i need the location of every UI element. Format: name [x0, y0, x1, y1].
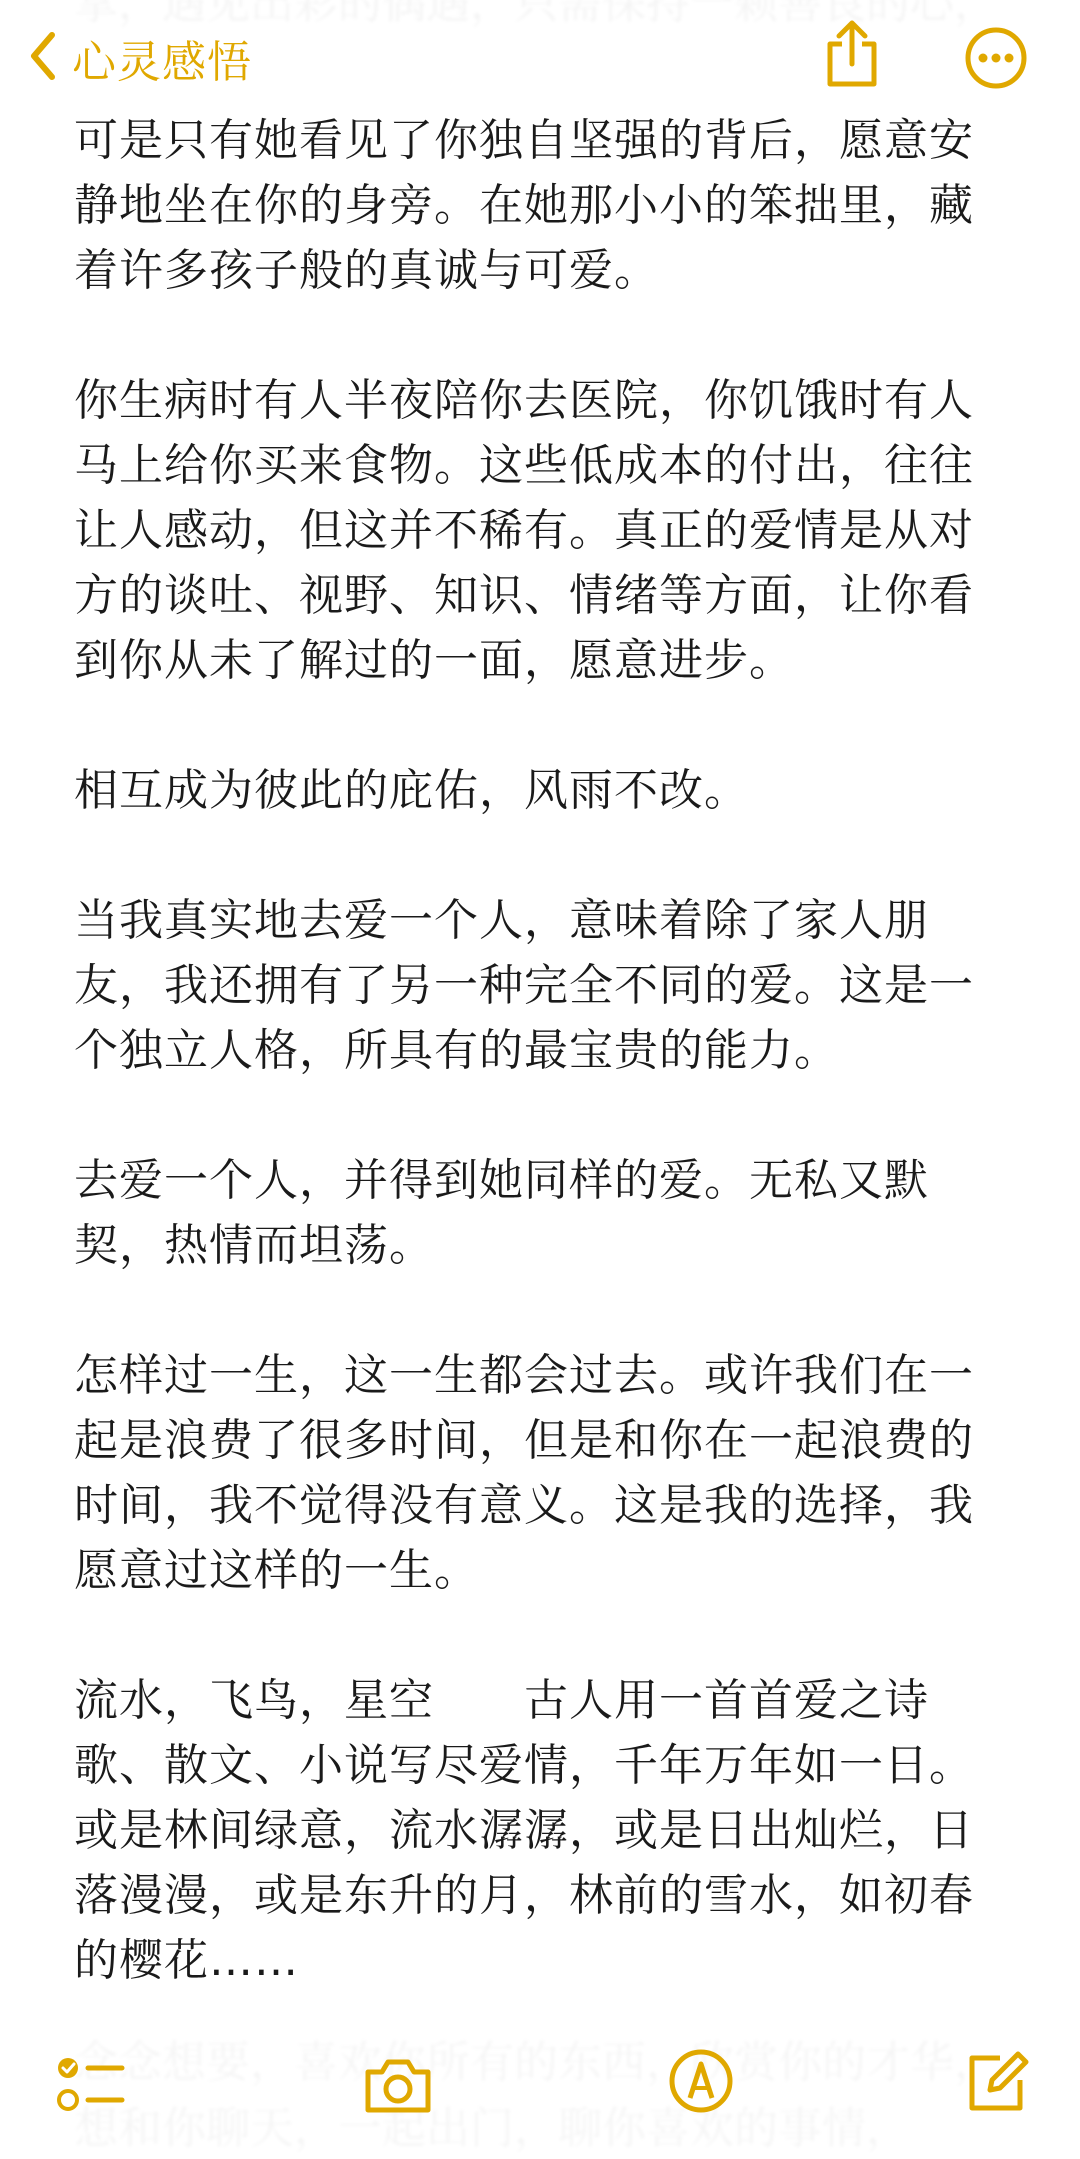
note-paragraph: 你生病时有人半夜陪你去医院，你饥饿时有人马上给你买来食物。这些低成本的付出，往往让人感动，但这并不稀有。真正的爱情是从对方的谈吐、视野、知识、情绪等方面，让你看到你从未了解过的一面，愿意进步。 — [74, 375, 974, 686]
compose-icon — [964, 2101, 1030, 2120]
more-icon — [964, 75, 1028, 94]
bottom-toolbar — [0, 2010, 1080, 2159]
note-paragraph: 流水，飞鸟，星空 古人用一首首爱之诗歌、散文、小说写尽爱情，千年万年如一日。或是林间绿意，流水潺潺，或是日出灿烂，日落漫漫，或是东升的月，林前的雪水，如初春的樱花…… — [74, 1675, 974, 1986]
back-label: 心灵感悟 — [72, 37, 252, 88]
checklist-icon — [56, 2101, 126, 2120]
share-button[interactable] — [822, 18, 882, 94]
camera-button[interactable] — [362, 2054, 434, 2120]
chevron-left-icon — [28, 31, 58, 85]
markup-icon — [668, 2099, 734, 2118]
note-body[interactable] — [74, 108, 1014, 2058]
navigation-bar — [0, 0, 1080, 118]
back-button[interactable] — [28, 26, 252, 90]
compose-button[interactable] — [964, 2050, 1030, 2120]
note-paragraph: 怎样过一生，这一生都会过去。或许我们在一起是浪费了很多时间，但是和你在一起浪费的时间，我不觉得没有意义。这是我的选择，我愿意过这样的一生。 — [74, 1350, 974, 1596]
markup-button[interactable] — [668, 2048, 734, 2118]
note-paragraph: 当我真实地去爱一个人，意味着除了家人朋友，我还拥有了另一种完全不同的爱。这是一个独立人格，所具有的最宝贵的能力。 — [74, 895, 974, 1076]
note-paragraph: 可是只有她看见了你独自坚强的背后，愿意安静地坐在你的身旁。在她那小小的笨拙里，藏着许多孩子般的真诚与可爱。 — [74, 115, 974, 296]
note-paragraph: 去爱一个人，并得到她同样的爱。无私又默契，热情而坦荡。 — [74, 1155, 929, 1271]
more-button[interactable] — [964, 26, 1028, 94]
camera-icon — [362, 2101, 434, 2120]
note-paragraph: 相互成为彼此的庇佑，风雨不改。 — [74, 765, 749, 816]
share-icon — [822, 75, 882, 94]
checklist-button[interactable] — [56, 2054, 126, 2120]
